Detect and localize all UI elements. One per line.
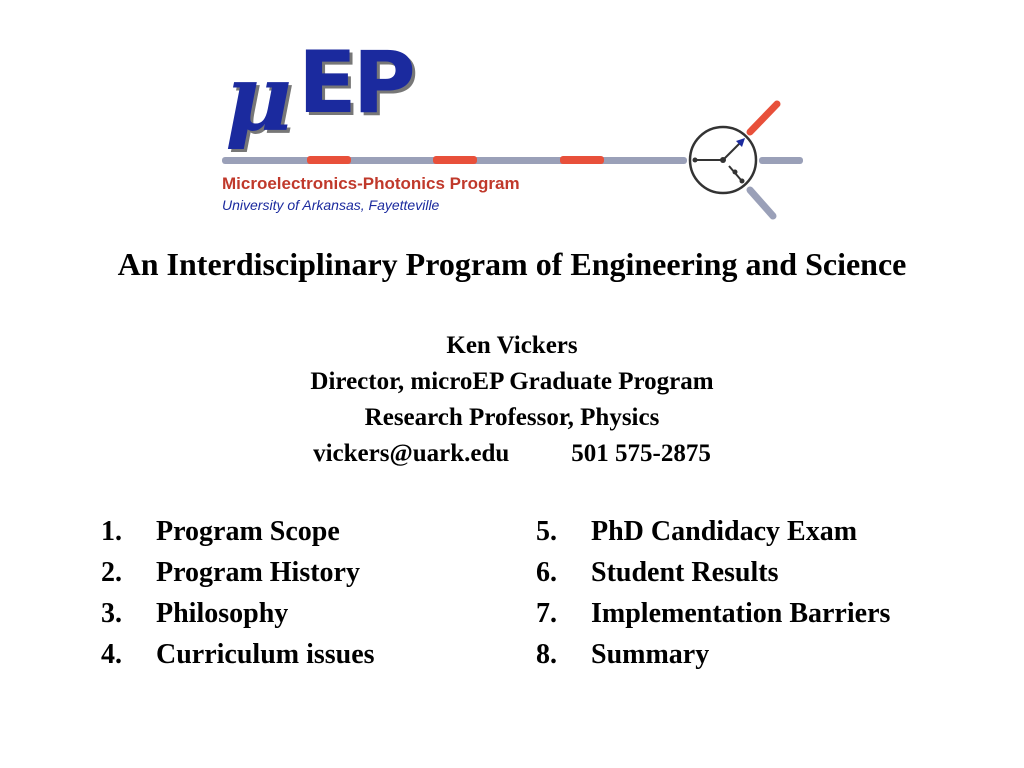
agenda-item-number: 1. <box>101 516 122 547</box>
beam-segment <box>433 156 477 164</box>
presenter-role-professor: Research Professor, Physics <box>364 404 660 431</box>
logo-program-name: Microelectronics-Photonics Program <box>222 174 520 193</box>
upper-ray <box>750 104 777 132</box>
beam-line-right <box>759 157 803 164</box>
beam-segment <box>307 156 351 164</box>
beam-segment <box>560 156 604 164</box>
agenda-item-label: Program History <box>156 557 360 588</box>
agenda-item-label: Philosophy <box>156 598 289 629</box>
detector-dot <box>693 158 698 163</box>
logo-mu-letter: μ <box>225 44 293 152</box>
agenda-item-label: Curriculum issues <box>156 639 375 670</box>
agenda-item <box>101 634 375 675</box>
agenda-item-number: 8. <box>536 639 557 670</box>
agenda-item <box>536 634 890 675</box>
agenda-item-number: 5. <box>536 516 557 547</box>
logo-ep-letters: EP <box>298 33 412 133</box>
agenda-item <box>536 552 890 593</box>
agenda-item <box>101 511 375 552</box>
detector-dot <box>740 179 745 184</box>
agenda-right-column <box>536 511 890 675</box>
presenter-info <box>0 328 1024 472</box>
detector-center-dot <box>720 157 726 163</box>
agenda-item <box>101 552 375 593</box>
agenda-left-column <box>101 511 375 675</box>
agenda-item-label: Implementation Barriers <box>591 598 891 629</box>
agenda-item <box>536 511 890 552</box>
agenda-item-label: PhD Candidacy Exam <box>591 516 858 547</box>
presenter-phone: 501 575-2875 <box>571 440 711 467</box>
agenda-item <box>101 593 375 634</box>
agenda-item-label: Program Scope <box>156 516 340 547</box>
agenda-item-label: Summary <box>591 639 710 670</box>
agenda-item-number: 3. <box>101 598 122 629</box>
slide-title: An Interdisciplinary Program of Engineering and Science <box>117 246 907 282</box>
logo-university: University of Arkansas, Fayetteville <box>222 197 440 213</box>
microep-logo <box>215 33 815 225</box>
presenter-email: vickers@uark.edu <box>313 440 510 467</box>
agenda-item-label: Student Results <box>591 557 779 588</box>
agenda-item-number: 4. <box>101 639 122 670</box>
agenda-item <box>536 593 890 634</box>
agenda-item-number: 2. <box>101 557 122 588</box>
presenter-role-director: Director, microEP Graduate Program <box>310 368 714 395</box>
detector-dot <box>733 170 738 175</box>
agenda-item-number: 6. <box>536 557 557 588</box>
presenter-contact <box>0 436 1024 472</box>
agenda-item-number: 7. <box>536 598 557 629</box>
presenter-name: Ken Vickers <box>446 332 578 359</box>
lower-ray <box>750 190 773 216</box>
